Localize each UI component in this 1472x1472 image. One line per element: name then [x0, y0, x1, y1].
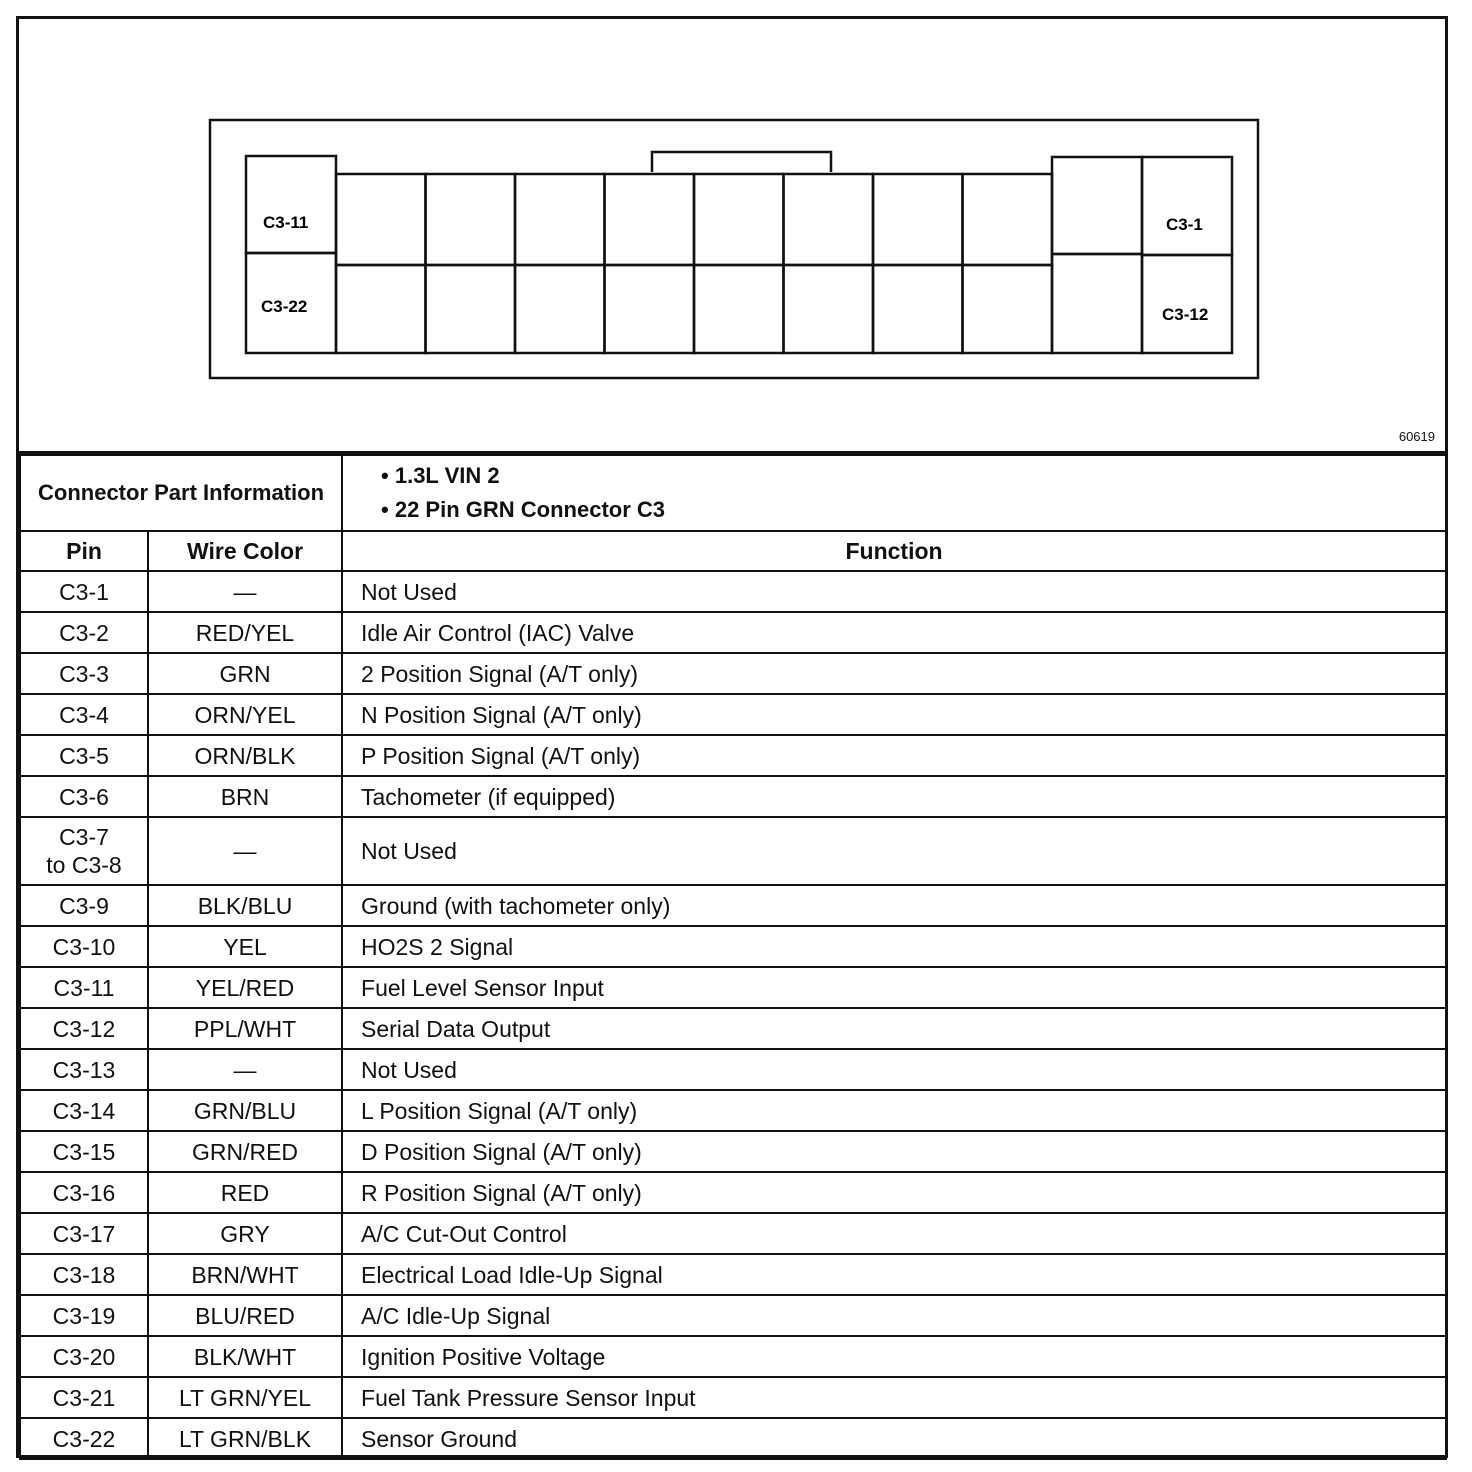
connector-diagram-area: [19, 19, 1445, 454]
function-cell: [342, 1336, 1446, 1377]
pin-cell-text: C3-12: [52, 1015, 116, 1042]
table-row: [20, 1172, 1446, 1213]
function-cell: [342, 885, 1446, 926]
wire-color-cell: [148, 735, 342, 776]
cavity-bottom: [426, 265, 516, 353]
page-frame: [16, 16, 1448, 1458]
cavity-top: [426, 174, 516, 265]
function-cell-text: L Position Signal (A/T only): [361, 1097, 638, 1124]
function-cell-text: Serial Data Output: [361, 1015, 551, 1042]
pin-cell-text: C3-4: [59, 701, 109, 728]
label-c3-12: C3-12: [1162, 305, 1209, 324]
cavity-top: [694, 174, 784, 265]
function-cell-text: A/C Idle-Up Signal: [361, 1302, 551, 1329]
function-cell: [342, 1131, 1446, 1172]
pin-cell: [20, 1254, 148, 1295]
pin-cell: [20, 885, 148, 926]
wire-color-cell: [148, 1377, 342, 1418]
pin-cell-text: C3-11: [53, 974, 115, 1001]
pin-cell: [20, 1213, 148, 1254]
pin-cell: [20, 571, 148, 612]
table-row: [20, 1008, 1446, 1049]
wire-color-cell: [148, 694, 342, 735]
pin-cell: [20, 735, 148, 776]
function-cell: [342, 967, 1446, 1008]
cavity-top: [605, 174, 695, 265]
cavity-bottom: [694, 265, 784, 353]
wire-color-cell: [148, 1418, 342, 1459]
function-cell: [342, 1172, 1446, 1213]
wire-color-cell: [148, 1008, 342, 1049]
pin-cell: [20, 1295, 148, 1336]
function-cell-text: N Position Signal (A/T only): [361, 701, 642, 728]
cavity-right-inner-bottom: [1052, 254, 1142, 353]
function-cell-text: Not Used: [361, 1056, 457, 1083]
wire-color-cell-text: RED/YEL: [195, 619, 295, 646]
wire-color-cell-text: —: [233, 578, 257, 605]
cavity-bottom: [963, 265, 1053, 353]
wire-color-cell-text: GRN/BLU: [193, 1097, 297, 1124]
wire-color-cell: [148, 653, 342, 694]
function-cell-text: Ground (with tachometer only): [361, 892, 671, 919]
wire-color-cell-text: YEL/RED: [195, 974, 295, 1001]
connector-info-bullets: [342, 455, 1446, 531]
wire-color-cell-text: BRN: [220, 783, 270, 810]
function-cell-text: Not Used: [361, 838, 457, 864]
table-row: [20, 817, 1446, 885]
pin-cell: [20, 926, 148, 967]
pin-cell: [20, 1131, 148, 1172]
pin-cell-text: C3-15: [52, 1138, 116, 1165]
table-row: [20, 776, 1446, 817]
pin-cell: [20, 1418, 148, 1459]
connector-info-bullet: • 1.3L VIN 2: [381, 463, 500, 488]
wire-color-cell: [148, 776, 342, 817]
function-cell: [342, 1008, 1446, 1049]
cavity-bottom: [784, 265, 874, 353]
pin-cell-text: C3-18: [52, 1261, 116, 1288]
wire-color-cell-text: GRN/RED: [191, 1138, 299, 1165]
wire-color-cell-text: GRN: [219, 660, 271, 687]
wire-color-cell-text: YEL: [223, 933, 267, 960]
connector-info-bullet: • 22 Pin GRN Connector C3: [381, 497, 665, 522]
wire-color-cell-text: —: [233, 838, 257, 864]
pin-cell: [20, 817, 148, 885]
table-row: [20, 735, 1446, 776]
wire-color-cell-text: —: [233, 1056, 257, 1083]
pin-cell-text: C3-5: [59, 742, 109, 769]
wire-color-cell: [148, 1336, 342, 1377]
table-row: [20, 1090, 1446, 1131]
table-row: [20, 571, 1446, 612]
locking-tab: [652, 152, 831, 172]
label-c3-22: C3-22: [261, 297, 308, 316]
function-cell: [342, 694, 1446, 735]
cavity-right-top: [1142, 157, 1232, 255]
function-cell: [342, 1377, 1446, 1418]
pin-cell: [20, 1377, 148, 1418]
wire-color-cell: [148, 1295, 342, 1336]
table-row: [20, 1254, 1446, 1295]
function-cell-text: 2 Position Signal (A/T only): [361, 660, 639, 687]
table-row: [20, 1049, 1446, 1090]
function-cell-text: D Position Signal (A/T only): [361, 1138, 642, 1165]
connector-housing: [210, 120, 1258, 378]
pin-cell-text: C3-13: [52, 1056, 116, 1083]
pin-cell: [20, 1172, 148, 1213]
connector-diagram: [19, 19, 1445, 449]
pin-cell: [20, 1336, 148, 1377]
wire-color-cell: [148, 885, 342, 926]
wire-color-cell-text: RED: [220, 1179, 270, 1206]
connector-info-label: Connector Part Information: [20, 455, 342, 531]
function-cell-text: Idle Air Control (IAC) Valve: [361, 619, 635, 646]
wire-color-cell: [148, 1131, 342, 1172]
pin-cell-text: C3-1: [59, 578, 109, 605]
pin-cell-text: C3-16: [52, 1179, 116, 1206]
table-row: [20, 1213, 1446, 1254]
table-row: [20, 1418, 1446, 1459]
function-cell: [342, 571, 1446, 612]
pinout-table-wrap: [19, 454, 1445, 1460]
cavity-top: [963, 174, 1053, 265]
wire-color-cell-text: PPL/WHT: [193, 1015, 297, 1042]
pin-cell-text: C3-7 to C3-8: [46, 824, 122, 878]
pin-cell: [20, 694, 148, 735]
pin-cell-text: C3-21: [52, 1384, 116, 1411]
wire-color-cell: [148, 1213, 342, 1254]
function-cell: [342, 735, 1446, 776]
function-cell-text: R Position Signal (A/T only): [361, 1179, 642, 1206]
table-row: [20, 967, 1446, 1008]
pin-cell-text: C3-3: [59, 660, 109, 687]
wire-color-cell-text: BLK/WHT: [193, 1343, 297, 1370]
pin-cell-text: C3-19: [52, 1302, 116, 1329]
function-cell: [342, 1090, 1446, 1131]
cavity-top: [873, 174, 963, 265]
function-cell-text: Fuel Level Sensor Input: [361, 974, 604, 1001]
table-row: [20, 885, 1446, 926]
wire-color-cell: [148, 1254, 342, 1295]
function-cell: [342, 776, 1446, 817]
function-cell-text: Tachometer (if equipped): [361, 783, 616, 810]
wire-color-cell-text: LT GRN/YEL: [178, 1384, 312, 1411]
cavity-bottom: [605, 265, 695, 353]
label-c3-1: C3-1: [1166, 215, 1203, 234]
table-row: [20, 612, 1446, 653]
cavity-right-bottom: [1142, 255, 1232, 353]
pin-cell-text: C3-20: [52, 1343, 116, 1370]
function-cell: [342, 1418, 1446, 1459]
function-cell: [342, 1049, 1446, 1090]
wire-color-cell-text: ORN/YEL: [194, 701, 296, 728]
function-cell: [342, 1213, 1446, 1254]
cavity-bottom: [873, 265, 963, 353]
pin-cell: [20, 612, 148, 653]
function-cell: [342, 1295, 1446, 1336]
pin-cell: [20, 1008, 148, 1049]
wire-color-cell-text: LT GRN/BLK: [178, 1425, 312, 1452]
cavity-bottom: [515, 265, 605, 353]
cavity-right-inner-top: [1052, 157, 1142, 254]
table-row: [20, 1295, 1446, 1336]
header-wire-color: Wire Color: [148, 531, 342, 571]
header-pin: Pin: [20, 531, 148, 571]
function-cell: [342, 1254, 1446, 1295]
function-cell-text: Electrical Load Idle-Up Signal: [361, 1261, 663, 1288]
wire-color-cell: [148, 1049, 342, 1090]
wire-color-cell: [148, 571, 342, 612]
pin-cell: [20, 776, 148, 817]
table-row: [20, 1336, 1446, 1377]
function-cell: [342, 653, 1446, 694]
table-row: [20, 694, 1446, 735]
function-cell-text: A/C Cut-Out Control: [361, 1220, 567, 1247]
wire-color-cell: [148, 967, 342, 1008]
header-function: Function: [342, 531, 1446, 571]
function-cell-text: HO2S 2 Signal: [361, 933, 514, 960]
pin-cell-text: C3-10: [52, 933, 116, 960]
pin-cell: [20, 1090, 148, 1131]
wire-color-cell-text: BLK/BLU: [197, 892, 293, 919]
cavity-top: [336, 174, 426, 265]
wire-color-cell-text: BLU/RED: [195, 1302, 295, 1329]
connector-info-row: [20, 455, 1446, 531]
function-cell-text: Ignition Positive Voltage: [361, 1343, 606, 1370]
pin-cell: [20, 967, 148, 1008]
wire-color-cell-text: GRY: [220, 1220, 270, 1247]
wire-color-cell: [148, 926, 342, 967]
table-row: [20, 653, 1446, 694]
pinout-table: [19, 454, 1447, 1460]
label-c3-11: C3-11: [263, 213, 309, 232]
table-row: [20, 1377, 1446, 1418]
function-cell-text: P Position Signal (A/T only): [361, 742, 641, 769]
pin-cell: [20, 1049, 148, 1090]
wire-color-cell: [148, 1090, 342, 1131]
function-cell: [342, 926, 1446, 967]
cavity-top: [784, 174, 874, 265]
pin-cell: [20, 653, 148, 694]
table-row: [20, 1131, 1446, 1172]
pin-cell-text: C3-22: [52, 1425, 116, 1452]
pin-cell-text: C3-14: [52, 1097, 116, 1124]
function-cell-text: Sensor Ground: [361, 1425, 517, 1452]
cavity-top: [515, 174, 605, 265]
figure-number: 60619: [1398, 429, 1435, 444]
cavity-bottom: [336, 265, 426, 353]
table-row: [20, 926, 1446, 967]
pin-cell-text: C3-6: [59, 783, 109, 810]
wire-color-cell: [148, 612, 342, 653]
function-cell: [342, 612, 1446, 653]
pin-cell-text: C3-9: [59, 892, 109, 919]
function-cell-text: Not Used: [361, 578, 457, 605]
pin-cell-text: C3-17: [52, 1220, 116, 1247]
function-cell: [342, 817, 1446, 885]
pin-cell-text: C3-2: [59, 619, 109, 646]
cavity-left-top: [246, 156, 336, 253]
wire-color-cell-text: BRN/WHT: [191, 1261, 299, 1288]
table-header-row: [20, 531, 1446, 571]
function-cell-text: Fuel Tank Pressure Sensor Input: [361, 1384, 696, 1411]
wire-color-cell-text: ORN/BLK: [194, 742, 296, 769]
wire-color-cell: [148, 817, 342, 885]
wire-color-cell: [148, 1172, 342, 1213]
